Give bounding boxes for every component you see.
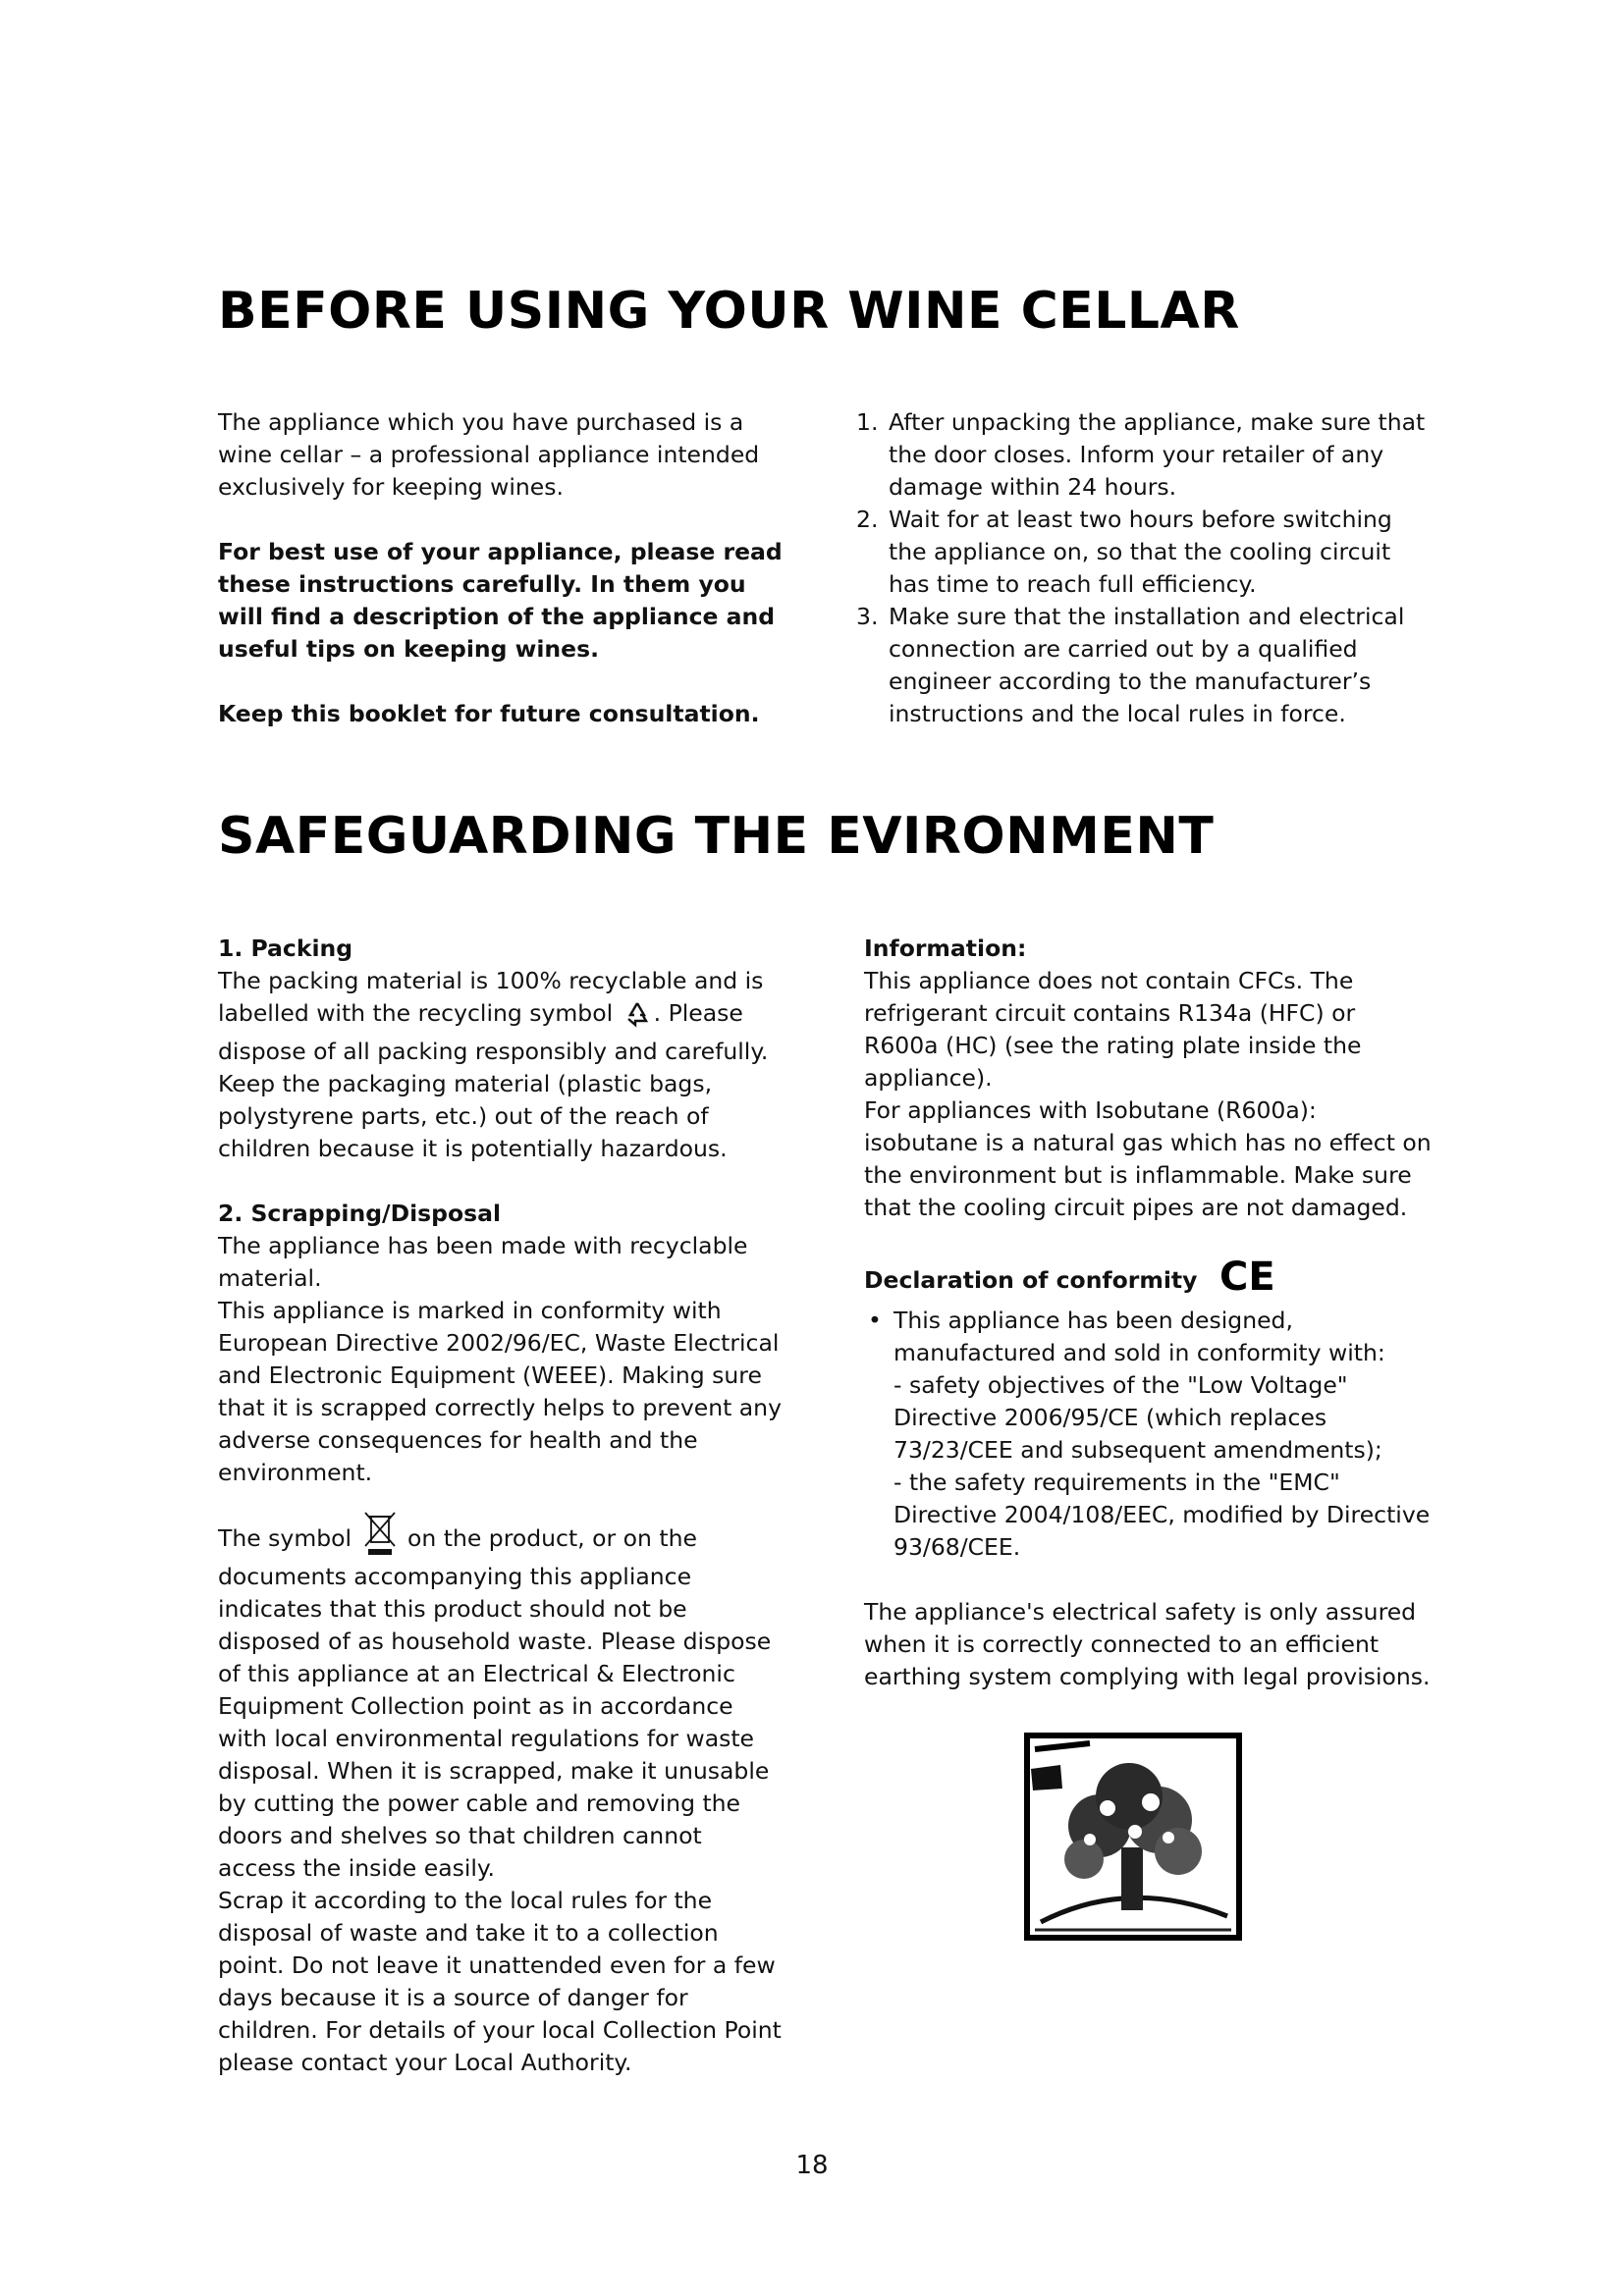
before-left-column	[218, 406, 787, 730]
information-heading: Information:	[864, 934, 1027, 962]
bullet-dot: •	[868, 1307, 882, 1334]
ce-mark-icon	[1218, 1255, 1275, 1305]
before-right-column	[856, 406, 1426, 730]
list-item: 1. After unpacking the appliance, make sure that the door closes. Inform your retailer of any damage within 24 hours.	[856, 408, 1426, 501]
step-text: Make sure that the installation and electrical connection are carried out by a qualified engineer according to the manufacturer’s instructions and the local rules in force.	[889, 603, 1405, 727]
scrapping-p4: Scrap it according to the local rules for the disposal of waste and take it to a collection point. Do not leave it unattended even for a few days because it is a source of danger for children. For details of your local Collection Point please contact your Local Authority.	[218, 1887, 782, 2076]
packing-heading: 1. Packing	[218, 934, 353, 962]
keep-note: Keep this booklet for future consultation.	[218, 700, 760, 727]
steps-list	[856, 406, 1426, 730]
packing-paragraph: The packing material is 100% recyclable and is labelled with the recycling symbol . Please dispose of all packing responsibly and carefully. Keep the packaging material (plastic bags, polystyrene parts, etc.) out of the reach of children because it is potentially hazardous.	[218, 967, 769, 1162]
bold-note: For best use of your appliance, please read these instructions carefully. In them you will find a description of the appliance and useful tips on keeping wines.	[218, 538, 783, 663]
conformity-bullet: • This appliance has been designed, manufactured and sold in conformity with:	[868, 1307, 1385, 1366]
step-text: After unpacking the appliance, make sure that the door closes. Inform your retailer of any damage within 24 hours.	[889, 408, 1426, 501]
section-title-before-using: BEFORE USING YOUR WINE CELLAR	[218, 282, 1240, 341]
scrapping-p3: The symbol on the product, or on the documents accompanying this appliance indicates that this product should not be disposed of as household waste. Please dispose of this appliance at an Electrical & Electronic Equipment Collection point as in accordance with local environmental regulations for waste disposal. When it is scrapped, make it unusable by cutting the power cable and removing the doors and shelves so that children cannot access the inside easily.	[218, 1511, 783, 1885]
crossed-bin-icon	[363, 1511, 397, 1561]
environment-left-column	[218, 933, 783, 2079]
conformity-line: - the safety requirements in the "EMC" Directive 2004/108/EEC, modified by Directive 93/68/CEE.	[893, 1468, 1431, 1561]
intro-paragraph: The appliance which you have purchased is a wine cellar – a professional appliance intended exclusively for keeping wines.	[218, 408, 760, 501]
step-text: Wait for at least two hours before switching the appliance on, so that the cooling circuit has time to reach full efficiency.	[889, 506, 1392, 598]
information-p1: This appliance does not contain CFCs. The refrigerant circuit contains R134a (HFC) or R600a (HC) (see the rating plate inside the appliance).	[864, 967, 1362, 1092]
ce-mark-text: CE	[1218, 1255, 1275, 1300]
scrapping-p2: This appliance is marked in conformity with European Directive 2002/96/EC, Waste Electrical and Electronic Equipment (WEEE). Making sure that it is scrapped correctly helps to prevent any adverse consequences for health and the environment.	[218, 1297, 782, 1486]
conformity-heading: Declaration of conformity CE	[864, 1256, 1434, 1305]
page-number: 18	[795, 2151, 829, 2180]
conformity-line: - safety objectives of the "Low Voltage" Directive 2006/95/CE (which replaces 73/23/CEE and subsequent amendments);	[893, 1371, 1382, 1464]
list-item: 3. Make sure that the installation and electrical connection are carried out by a qualified engineer according to the manufacturer’s instructions and the local rules in force.	[856, 603, 1405, 727]
scrapping-heading: 2. Scrapping/Disposal	[218, 1200, 502, 1227]
safety-note: The appliance's electrical safety is only assured when it is correctly connected to an efficient earthing system complying with legal provisions.	[864, 1598, 1431, 1690]
information-p2: For appliances with Isobutane (R600a): isobutane is a natural gas which has no effect on the environment but is inflammable. Make sure that the cooling circuit pipes are not damaged.	[864, 1096, 1432, 1221]
environment-right-column	[864, 933, 1434, 1693]
recycling-icon	[624, 1001, 650, 1036]
environment-tree-logo	[1021, 1730, 1245, 1944]
list-item: 2. Wait for at least two hours before switching the appliance on, so that the cooling circuit has time to reach full efficiency.	[856, 506, 1392, 598]
scrapping-p1: The appliance has been made with recyclable material.	[218, 1232, 748, 1292]
section-title-environment: SAFEGUARDING THE EVIRONMENT	[218, 807, 1215, 866]
